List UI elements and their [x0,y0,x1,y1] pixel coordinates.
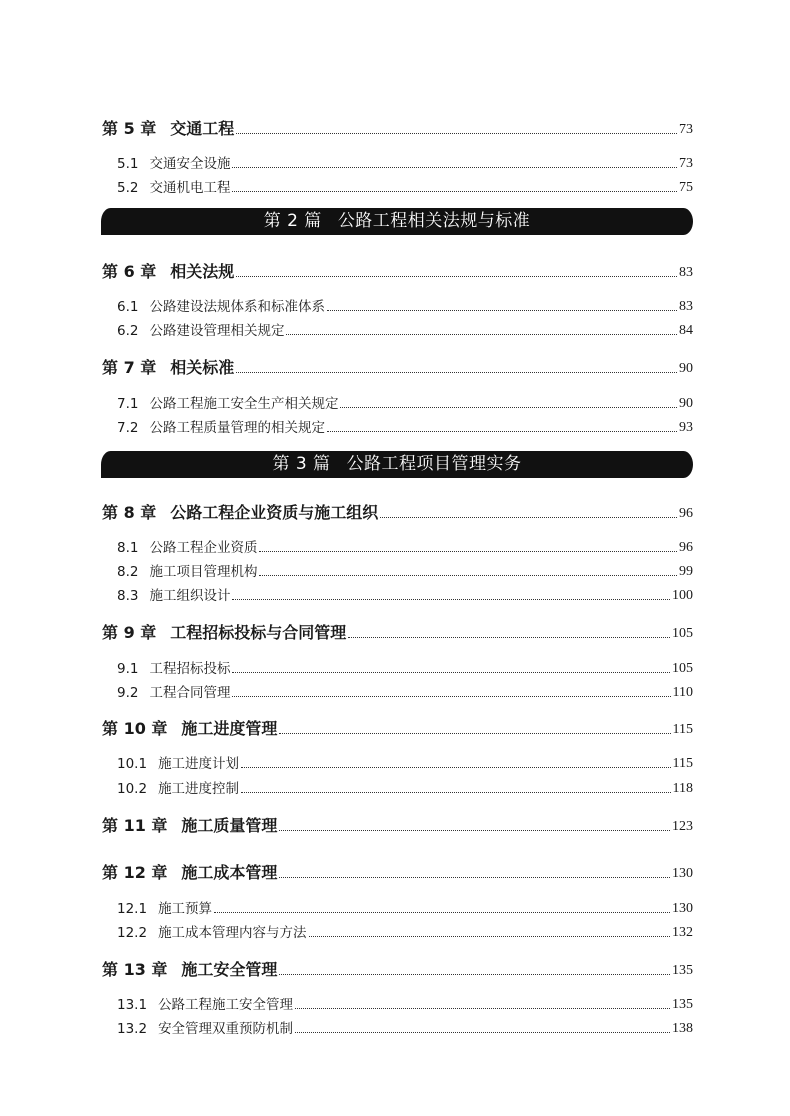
dot-leader [232,191,677,192]
chapter-entry[interactable] [102,859,693,881]
section-label [102,684,231,701]
chapter-number: 第 5 章 [102,119,157,138]
section-entry[interactable] [102,557,693,579]
part-number: 第 3 篇 [272,454,331,474]
part-title: 公路工程项目管理实务 [346,454,522,474]
dot-leader [232,672,670,673]
section-number: 12.1 [117,900,148,917]
section-number: 6.1 [117,298,139,315]
section-entry[interactable] [102,316,693,338]
chapter-entry[interactable] [102,258,693,280]
dot-leader [309,936,670,937]
part-banner [101,451,693,478]
part-title: 公路工程相关法规与标准 [337,211,531,231]
page-number: 130 [672,866,693,881]
section-label [102,755,240,772]
section-number: 9.1 [117,660,139,677]
chapter-title: 工程招标投标与合同管理 [170,623,347,642]
chapter-title: 相关法规 [170,262,235,281]
dot-leader [286,334,677,335]
chapter-label [102,121,234,137]
chapter-number: 第 7 章 [102,358,157,377]
page-number: 135 [672,963,693,978]
page-number: 73 [679,156,693,171]
section-title: 公路工程施工安全管理 [158,996,294,1013]
section-entry[interactable] [102,990,693,1012]
chapter-entry[interactable] [102,499,693,521]
dot-leader [348,637,670,638]
chapter-label [102,264,234,280]
section-entry[interactable] [102,749,693,771]
section-label [102,996,294,1013]
section-title: 公路建设法规体系和标准体系 [149,298,325,315]
page-number: 83 [679,299,693,314]
chapter-title: 施工进度管理 [181,719,278,738]
section-number: 9.2 [117,684,139,701]
section-title: 公路工程施工安全生产相关规定 [149,395,339,412]
section-label [102,155,231,172]
page-number: 84 [679,323,693,338]
chapter-entry[interactable] [102,715,693,737]
page-number: 96 [679,540,693,555]
section-entry[interactable] [102,413,693,435]
page-number: 90 [679,361,693,376]
section-number: 5.2 [117,179,139,196]
section-entry[interactable] [102,678,693,700]
dot-leader [279,830,670,831]
page-number: 100 [672,588,693,603]
section-number: 8.2 [117,563,139,580]
chapter-label [102,962,277,978]
section-title: 工程合同管理 [149,684,231,701]
chapter-number: 第 9 章 [102,623,157,642]
chapter-title: 交通工程 [170,119,235,138]
dot-leader [295,1032,670,1033]
page-number: 138 [672,1021,693,1036]
section-entry[interactable] [102,918,693,940]
section-number: 6.2 [117,322,139,339]
section-entry[interactable] [102,173,693,195]
dot-leader [236,133,677,134]
section-title: 公路工程质量管理的相关规定 [149,419,325,436]
section-number: 8.3 [117,587,139,604]
chapter-entry[interactable] [102,619,693,641]
dot-leader [241,767,670,768]
dot-leader [279,733,670,734]
dot-leader [279,877,670,878]
section-entry[interactable] [102,654,693,676]
section-number: 8.1 [117,539,139,556]
chapter-number: 第 13 章 [102,960,168,979]
dot-leader [259,575,677,576]
page-number: 93 [679,420,693,435]
chapter-entry[interactable] [102,354,693,376]
section-entry[interactable] [102,894,693,916]
section-title: 公路建设管理相关规定 [149,322,285,339]
section-title: 施工组织设计 [149,587,231,604]
section-entry[interactable] [102,533,693,555]
page-number: 75 [679,180,693,195]
page-number: 115 [672,756,693,771]
part-number: 第 2 篇 [263,211,322,231]
section-title: 安全管理双重预防机制 [158,1020,294,1037]
section-number: 10.1 [117,755,148,772]
section-label [102,587,231,604]
chapter-label [102,625,346,641]
section-label [102,395,339,412]
section-label [102,419,325,436]
part-banner [101,208,693,235]
section-label [102,539,258,556]
page-number: 99 [679,564,693,579]
dot-leader [232,599,670,600]
page-number: 105 [672,626,693,641]
section-entry[interactable] [102,149,693,171]
dot-leader [214,912,670,913]
section-title: 施工进度计划 [158,755,240,772]
chapter-label [102,505,378,521]
chapter-entry[interactable] [102,956,693,978]
chapter-title: 相关标准 [170,358,235,377]
section-title: 施工预算 [158,900,213,917]
page-number: 135 [672,997,693,1012]
section-title: 施工成本管理内容与方法 [158,924,307,941]
section-label [102,660,231,677]
dot-leader [259,551,677,552]
chapter-number: 第 8 章 [102,503,157,522]
chapter-number: 第 6 章 [102,262,157,281]
section-label [102,780,240,797]
section-title: 施工项目管理机构 [149,563,258,580]
page-number: 110 [672,685,693,700]
chapter-label [102,865,277,881]
chapter-title: 公路工程企业资质与施工组织 [170,503,379,522]
page-number: 73 [679,122,693,137]
dot-leader [380,517,677,518]
section-label [102,563,258,580]
section-title: 交通安全设施 [149,155,231,172]
section-title: 交通机电工程 [149,179,231,196]
dot-leader [295,1008,670,1009]
section-entry[interactable] [102,774,693,796]
page-number: 115 [672,722,693,737]
chapter-title: 施工质量管理 [181,816,278,835]
section-title: 公路工程企业资质 [149,539,258,556]
page-number: 83 [679,265,693,280]
section-label [102,1020,294,1037]
section-label [102,322,285,339]
chapter-title: 施工安全管理 [181,960,278,979]
dot-leader [241,792,670,793]
section-label [102,924,307,941]
section-entry[interactable] [102,581,693,603]
section-number: 13.2 [117,1020,148,1037]
chapter-label [102,360,234,376]
dot-leader [327,310,677,311]
page-number: 123 [672,819,693,834]
section-entry[interactable] [102,389,693,411]
section-entry[interactable] [102,1014,693,1036]
section-label [102,298,325,315]
chapter-entry[interactable] [102,115,693,137]
page-number: 105 [672,661,693,676]
page-number: 90 [679,396,693,411]
section-number: 7.1 [117,395,139,412]
section-number: 5.1 [117,155,139,172]
dot-leader [327,431,677,432]
section-number: 13.1 [117,996,148,1013]
chapter-title: 施工成本管理 [181,863,278,882]
dot-leader [236,276,677,277]
section-label [102,900,213,917]
dot-leader [232,167,677,168]
section-number: 7.2 [117,419,139,436]
section-title: 施工进度控制 [158,780,240,797]
chapter-number: 第 11 章 [102,816,168,835]
page-number: 96 [679,506,693,521]
chapter-entry[interactable] [102,812,693,834]
page-number: 132 [672,925,693,940]
dot-leader [340,407,677,408]
dot-leader [232,696,670,697]
chapter-number: 第 10 章 [102,719,168,738]
page-number: 130 [672,901,693,916]
section-number: 10.2 [117,780,148,797]
section-title: 工程招标投标 [149,660,231,677]
section-label [102,179,231,196]
section-entry[interactable] [102,292,693,314]
chapter-number: 第 12 章 [102,863,168,882]
dot-leader [236,372,677,373]
chapter-label [102,818,277,834]
section-number: 12.2 [117,924,148,941]
page-number: 118 [672,781,693,796]
chapter-label [102,721,277,737]
dot-leader [279,974,670,975]
